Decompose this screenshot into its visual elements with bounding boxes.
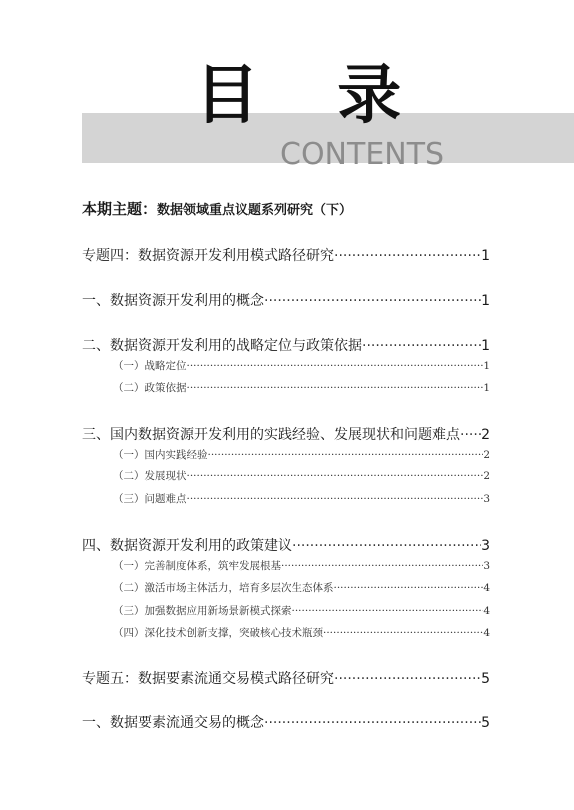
toc-leader-dots (208, 449, 484, 461)
toc-leader-dots (292, 538, 481, 554)
toc-leader-dots (264, 715, 481, 731)
toc-entry-page: 1 (481, 338, 490, 354)
toc-entry-page: 1 (481, 293, 490, 309)
toc-subentry[interactable] (113, 468, 490, 483)
toc-entry-page: 2 (483, 449, 490, 461)
toc-entry[interactable] (82, 245, 490, 265)
toc-subentry[interactable] (113, 491, 490, 506)
toc-entry-label: 四、数据资源开发利用的政策建议 (82, 538, 292, 554)
toc-entry[interactable] (82, 668, 490, 688)
page-title: 目 录 (195, 58, 430, 133)
toc-entry-page: 1 (483, 382, 490, 394)
toc-leader-dots (281, 560, 483, 572)
toc-entry-label: 专题五：数据要素流通交易模式路径研究 (82, 671, 334, 687)
toc-entry-label: 二、数据资源开发利用的战略定位与政策依据 (82, 338, 362, 354)
toc-entry-label: （一）国内实践经验 (113, 449, 208, 461)
toc-subentry[interactable] (113, 358, 490, 373)
toc-entry-page: 1 (481, 248, 490, 264)
issue-theme-label: 本期主题： (82, 200, 158, 218)
toc-leader-dots (264, 293, 481, 309)
toc-entry-page: 4 (483, 582, 490, 594)
toc-entry-page: 5 (481, 715, 490, 731)
toc-entry-page: 2 (481, 427, 490, 443)
toc-subentry[interactable] (113, 380, 490, 395)
toc-entry-label: 一、数据资源开发利用的概念 (82, 293, 264, 309)
toc-entry-page: 3 (481, 538, 490, 554)
toc-entry-label: （二）政策依据 (113, 382, 187, 394)
toc-entry-page: 3 (483, 560, 490, 572)
toc-leader-dots (334, 582, 484, 594)
toc-leader-dots (187, 382, 484, 394)
toc-leader-dots (187, 493, 484, 505)
toc-entry-page: 4 (483, 627, 490, 639)
toc-leader-dots (460, 427, 481, 443)
toc-subentry[interactable] (113, 580, 490, 595)
toc-entry-label: （一）战略定位 (113, 360, 187, 372)
toc-entry[interactable] (82, 290, 490, 310)
toc-entry-page: 5 (481, 671, 490, 687)
toc-entry-page: 2 (483, 470, 490, 482)
toc-leader-dots (334, 248, 481, 264)
toc-subentry[interactable] (113, 447, 490, 462)
toc-entry[interactable] (82, 335, 490, 355)
toc-entry-label: （一）完善制度体系，筑牢发展根基 (113, 560, 281, 572)
toc-leader-dots (187, 470, 484, 482)
toc-entry-label: 专题四：数据资源开发利用模式路径研究 (82, 248, 334, 264)
toc-leader-dots (323, 627, 483, 639)
toc-entry-label: 一、数据要素流通交易的概念 (82, 715, 264, 731)
toc-leader-dots (187, 360, 484, 372)
toc-entry-label: （二）激活市场主体活力，培育多层次生态体系 (113, 582, 334, 594)
toc-entry-label: （四）深化技术创新支撑，突破核心技术瓶颈 (113, 627, 323, 639)
toc-entry-label: （三）加强数据应用新场景新模式探索 (113, 605, 292, 617)
toc-entry[interactable] (82, 424, 490, 444)
toc-leader-dots (362, 338, 481, 354)
toc-subentry[interactable] (113, 558, 490, 573)
toc-leader-dots (334, 671, 481, 687)
toc-entry-page: 3 (483, 493, 490, 505)
toc-entry-label: （三）问题难点 (113, 493, 187, 505)
issue-theme-text: 数据领域重点议题系列研究（下） (157, 203, 353, 218)
page-title-english: CONTENTS (280, 137, 445, 172)
toc-entry-label: （二）发展现状 (113, 470, 187, 482)
toc-subentry[interactable] (113, 625, 490, 640)
issue-theme (82, 198, 352, 219)
toc-leader-dots (292, 605, 484, 617)
toc-entry[interactable] (82, 712, 490, 732)
toc-entry-page: 4 (483, 605, 490, 617)
toc-entry-page: 1 (483, 360, 490, 372)
toc-entry-label: 三、国内数据资源开发利用的实践经验、发展现状和问题难点 (82, 427, 460, 443)
toc-subentry[interactable] (113, 603, 490, 618)
toc-entry[interactable] (82, 535, 490, 555)
